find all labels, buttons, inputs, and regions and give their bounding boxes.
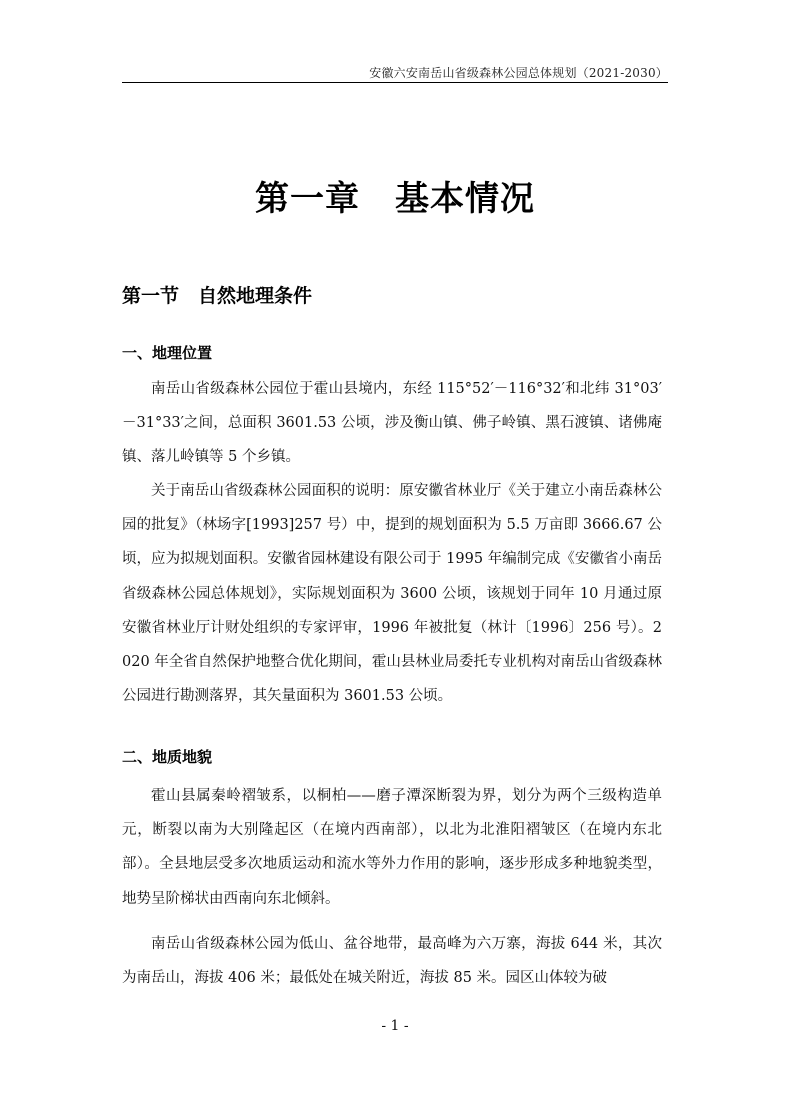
subsection-title-location: 一、地理位置 (122, 344, 213, 362)
header-rule (122, 82, 668, 83)
subsection-title-geology: 二、地质地貌 (122, 748, 213, 766)
paragraph-area-explanation: 关于南岳山省级森林公园面积的说明：原安徽省林业厅《关于建立小南岳森林公园的批复》（林场字[1993]257 号）中，提到的规划面积为 5.5 万亩即 3666.67 公顷，应为拟规划面积。安徽省园林建设有限公司于 1995 年编制完成《安徽省小南岳省级森林公园总体规划》，实际规划面积为 3600 公顷，该规划于同年 10 月通过原安徽省林业厅计财处组织的专家评审，1996 年被批复（林计〔1996〕256 号）。2020 年全省自然保护地整合优化期间，霍山县林业局委托专业机构对南岳山省级森林公园进行勘测落界，其矢量面积为 3601.53 公顷。 (122, 483, 662, 705)
page-number: - 1 - (381, 1018, 409, 1034)
paragraph-location-overview: 南岳山省级森林公园位于霍山县境内，东经 115°52′－116°32′和北纬 31°03′－31°33′之间，总面积 3601.53 公顷，涉及衡山镇、佛子岭镇、黑石渡镇、诸佛庵镇、落儿岭镇等 5 个乡镇。 (122, 381, 662, 466)
paragraph-terrain-elevation: 南岳山省级森林公园为低山、盆谷地带，最高峰为六万寨，海拔 644 米，其次为南岳山，海拔 406 米；最低处在城关附近，海拔 85 米。园区山体较为破 (122, 936, 662, 987)
running-header: 安徽六安南岳山省级森林公园总体规划（2021-2030） (369, 66, 668, 80)
paragraph-geology-structure: 霍山县属秦岭褶皱系，以桐柏——磨子潭深断裂为界，划分为两个三级构造单元，断裂以南为大别隆起区（在境内西南部），以北为北淮阳褶皱区（在境内东北部）。全县地层受多次地质运动和流水等外力作用的影响，逐步形成多种地貌类型，地势呈阶梯状由西南向东北倾斜。 (122, 788, 662, 907)
section-title: 第一节 自然地理条件 (122, 285, 313, 307)
chapter-title: 第一章 基本情况 (255, 178, 535, 219)
